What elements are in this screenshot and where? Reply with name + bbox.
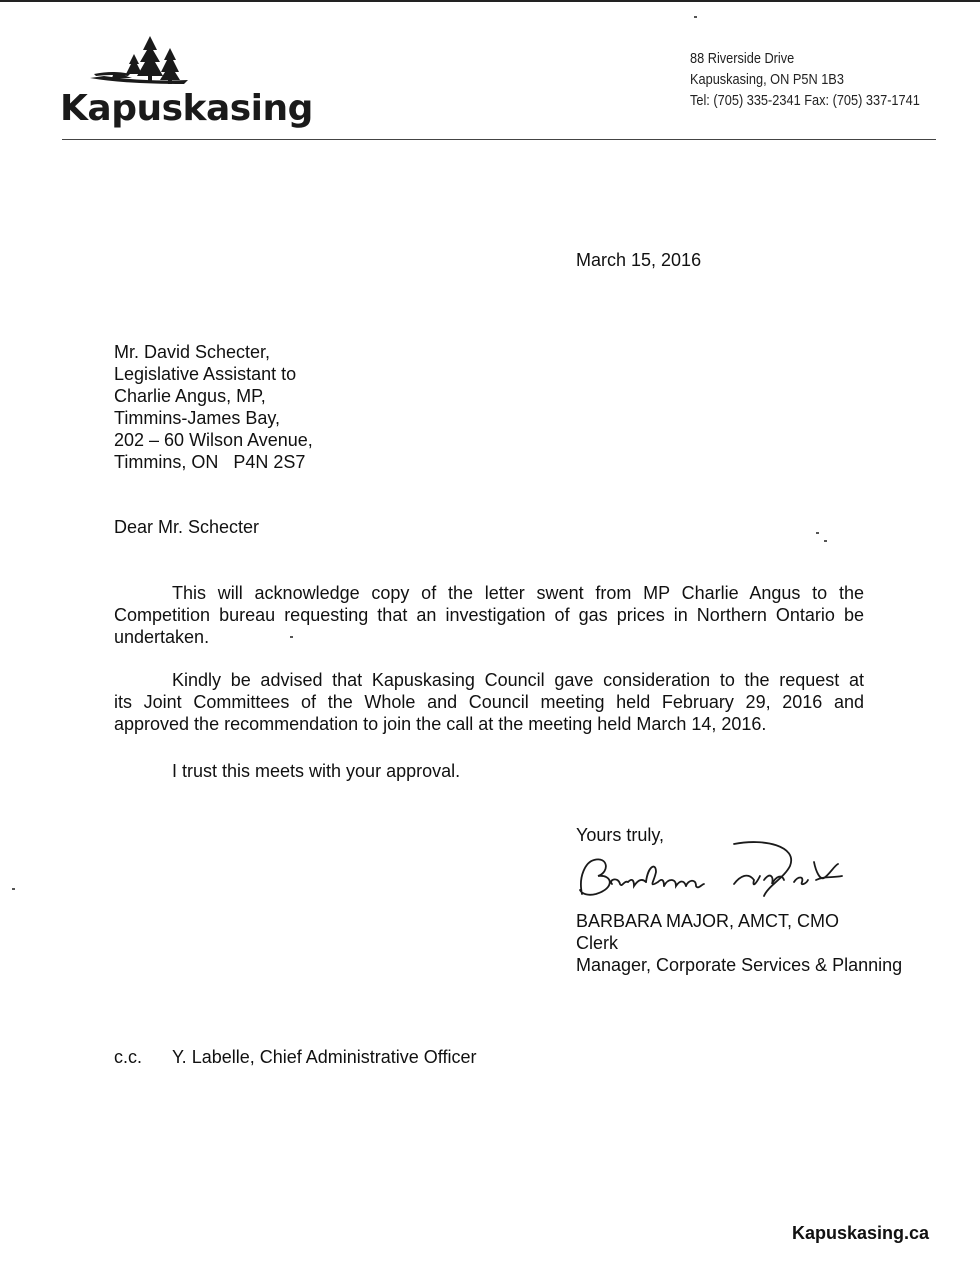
cc-label: c.c. <box>114 1047 143 1067</box>
paragraph-line: undertaken. <box>114 627 210 647</box>
scan-speck <box>12 888 15 890</box>
scan-speck <box>816 532 819 534</box>
phone-fax-line: Tel: (705) 335-2341 Fax: (705) 337-1741 <box>690 93 920 109</box>
signatory-title: Clerk <box>576 933 619 953</box>
scan-speck <box>694 16 697 18</box>
letter-date: March 15, 2016 <box>576 250 702 270</box>
paragraph-line: I trust this meets with your approval. <box>172 761 461 781</box>
kapuskasing-logo <box>60 34 320 130</box>
recipient-line: Charlie Angus, MP, <box>114 386 266 406</box>
return-address <box>690 49 920 112</box>
body-paragraph-1 <box>114 582 864 648</box>
body-paragraph-3 <box>114 760 864 782</box>
scan-speck <box>290 636 293 638</box>
paragraph-line: its Joint Committees of the Whole and Council meeting held February 29, 2016 and <box>114 692 864 712</box>
top-scan-border <box>0 0 980 2</box>
paragraph-line: Kindly be advised that Kapuskasing Council gave consideration to the request at <box>172 670 864 690</box>
cc-recipient: Y. Labelle, Chief Administrative Officer <box>172 1047 477 1067</box>
carbon-copy <box>114 1046 477 1068</box>
logo-wordmark: Kapuskasing <box>60 88 313 129</box>
recipient-line: Timmins-James Bay, <box>114 408 281 428</box>
scan-speck <box>824 540 827 542</box>
recipient-line: Timmins, ON P4N 2S7 <box>114 452 306 472</box>
salutation: Dear Mr. Schecter <box>114 517 260 537</box>
paragraph-line: Competition bureau requesting that an investigation of gas prices in Northern Ontario be <box>114 605 864 625</box>
header-divider <box>62 139 936 140</box>
closing: Yours truly, <box>576 825 665 845</box>
signatory-block <box>576 910 902 976</box>
signatory-department: Manager, Corporate Services & Planning <box>576 955 903 975</box>
address-line: Kapuskasing, ON P5N 1B3 <box>690 72 844 88</box>
signatory-name: BARBARA MAJOR, AMCT, CMO <box>576 911 840 931</box>
paragraph-line: This will acknowledge copy of the letter swent from MP Charlie Angus to the <box>172 583 864 603</box>
paragraph-line: approved the recommendation to join the call at the meeting held March 14, 2016. <box>114 714 767 734</box>
recipient-line: Mr. David Schecter, <box>114 342 271 362</box>
footer-website: Kapuskasing.ca <box>792 1223 930 1243</box>
pine-trees-icon <box>84 34 224 90</box>
body-paragraph-2 <box>114 669 864 735</box>
recipient-line: Legislative Assistant to <box>114 364 297 384</box>
address-line: 88 Riverside Drive <box>690 51 795 67</box>
recipient-address <box>114 341 313 473</box>
recipient-line: 202 – 60 Wilson Avenue, <box>114 430 313 450</box>
handwritten-signature <box>568 836 858 906</box>
